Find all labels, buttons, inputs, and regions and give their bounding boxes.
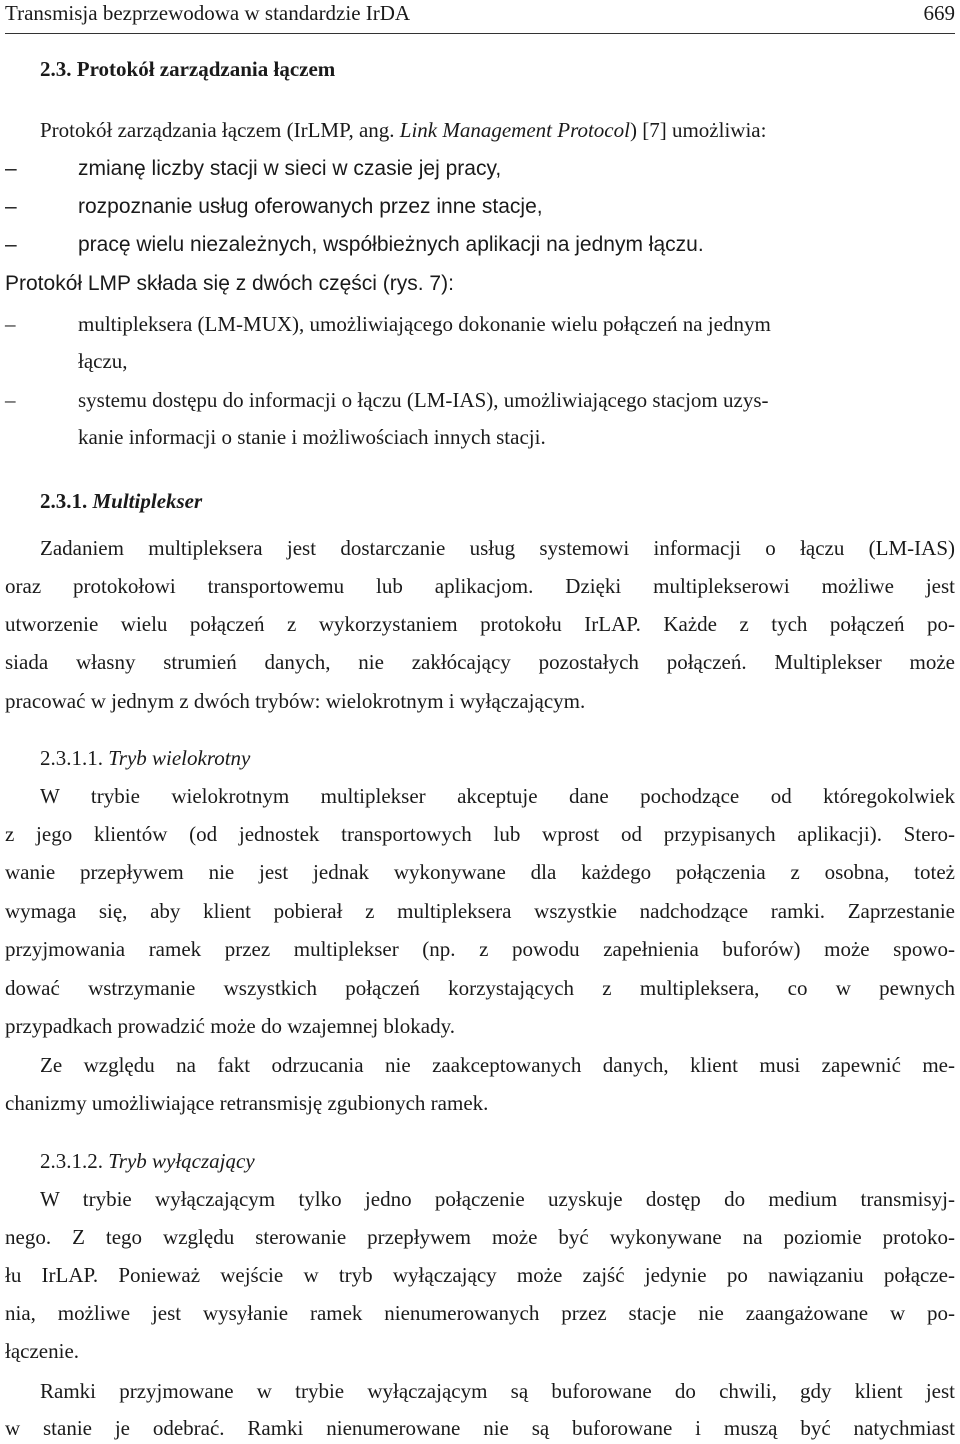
paragraph-line: przyjmowania ramek przez multiplekser (np. z powodu zapełnienia buforów) może spowo- xyxy=(5,937,955,961)
intro-paragraph xyxy=(40,117,955,143)
subsubsection-title: Tryb wielokrotny xyxy=(108,746,251,770)
paragraph-line: Zadaniem multipleksera jest dostarczanie usług systemowi informacji o łączu (LM-IAS) xyxy=(40,536,955,560)
list-item-text: rozpoznanie usług oferowanych przez inne stacje, xyxy=(78,195,543,218)
subsection-heading xyxy=(40,488,955,514)
list-item-text: zmianę liczby stacji w sieci w czasie jej pracy, xyxy=(78,157,502,180)
list-item-text: kanie informacji o stanie i możliwościach innych stacji. xyxy=(78,425,546,449)
paragraph-line: nia, możliwe jest wysyłanie ramek nienumerowanych przez stacje nie zaangażowane w po- xyxy=(5,1301,955,1325)
list-item-text: multipleksera (LM-MUX), umożliwiającego dokonanie wielu połączeń na jednym xyxy=(78,312,771,336)
page-number: 669 xyxy=(923,1,955,25)
lmp-parts-intro: Protokół LMP składa się z dwóch części (rys. 7): xyxy=(5,272,454,295)
subsubsection-number: 2.3.1.1. xyxy=(40,746,103,770)
paragraph-line: W trybie wyłączającym tylko jedno połączenie uzyskuje dostęp do medium transmisyj- xyxy=(40,1187,955,1211)
paragraph-line: z jego klientów (od jednostek transportowych lub wprost od przypisanych aplikacji). Stero- xyxy=(5,822,955,846)
paragraph-line: przypadkach prowadzić może do wzajemnej blokady. xyxy=(5,1014,455,1038)
paragraph-line: wymaga się, aby klient pobierał z multipleksera wszystkie nadchodzące ramki. Zaprzestanie xyxy=(5,899,955,923)
paragraph-line: Ze względu na fakt odrzucania nie zaakceptowanych danych, klient musi zapewnić me- xyxy=(40,1053,955,1077)
list-item-text: pracę wielu niezależnych, współbieżnych aplikacji na jednym łączu. xyxy=(78,233,704,256)
subsubsection-number: 2.3.1.2. xyxy=(40,1149,103,1173)
paragraph-line: łu IrLAP. Ponieważ wejście w tryb wyłączający może zajść jedynie po nawiązaniu połącze- xyxy=(5,1263,955,1287)
paragraph-line: Ramki przyjmowane w trybie wyłączającym są buforowane do chwili, gdy klient jest xyxy=(40,1379,955,1403)
paragraph-line: chanizmy umożliwiające retransmisję zgubionych ramek. xyxy=(5,1091,489,1115)
paragraph-line: łączenie. xyxy=(5,1339,80,1363)
dash-bullet-icon: – xyxy=(5,312,16,336)
intro-italic-term: Link Management Protocol xyxy=(399,118,630,142)
paragraph-line: nego. Z tego względu sterowanie przepływem może być wykonywane na poziomie protoko- xyxy=(5,1225,955,1249)
subsubsection-heading xyxy=(40,1148,955,1174)
running-title: Transmisja bezprzewodowa w standardzie IrDA xyxy=(5,1,411,25)
dash-bullet-icon: – xyxy=(5,157,17,180)
subsection-number: 2.3.1. xyxy=(40,489,88,513)
paragraph-line: pracować w jednym z dwóch trybów: wielokrotnym i wyłączającym. xyxy=(5,689,586,713)
paragraph-line: siada własny strumień danych, nie zakłócający pozostałych połączeń. Multiplekser może xyxy=(5,650,955,674)
paragraph-line: w stanie je odebrać. Ramki nienumerowane nie są buforowane i muszą być natychmiast xyxy=(5,1416,955,1440)
paragraph-line: dować wstrzymanie wszystkich połączeń korzystających z multipleksera, co w pewnych xyxy=(5,976,955,1000)
subsection-title: Multiplekser xyxy=(92,489,203,513)
intro-text-start: Protokół zarządzania łączem (IrLMP, ang. xyxy=(40,118,400,142)
paragraph-line: utworzenie wielu połączeń z wykorzystaniem protokołu IrLAP. Każde z tych połączeń po- xyxy=(5,612,955,636)
paragraph-line: W trybie wielokrotnym multiplekser akceptuje dane pochodzące od któregokolwiek xyxy=(40,784,955,808)
list-item-text: systemu dostępu do informacji o łączu (LM-IAS), umożliwiającego stacjom uzys- xyxy=(78,388,769,412)
subsubsection-heading xyxy=(40,745,955,771)
subsubsection-title: Tryb wyłączający xyxy=(108,1149,255,1173)
paragraph-line: oraz protokołowi transportowemu lub aplikacjom. Dzięki multiplekserowi możliwe jest xyxy=(5,574,955,598)
section-title: 2.3. Protokół zarządzania łączem xyxy=(40,57,336,81)
dash-bullet-icon: – xyxy=(5,195,17,218)
paragraph-line: wanie przepływem nie jest jednak wykonywane dla każdego połączenia z osobna, toteż xyxy=(5,860,955,884)
dash-bullet-icon: – xyxy=(5,388,16,412)
dash-bullet-icon: – xyxy=(5,233,17,256)
list-item-text: łączu, xyxy=(78,349,128,373)
intro-text-end: ) [7] umożliwia: xyxy=(629,118,767,142)
header-rule xyxy=(5,33,955,34)
